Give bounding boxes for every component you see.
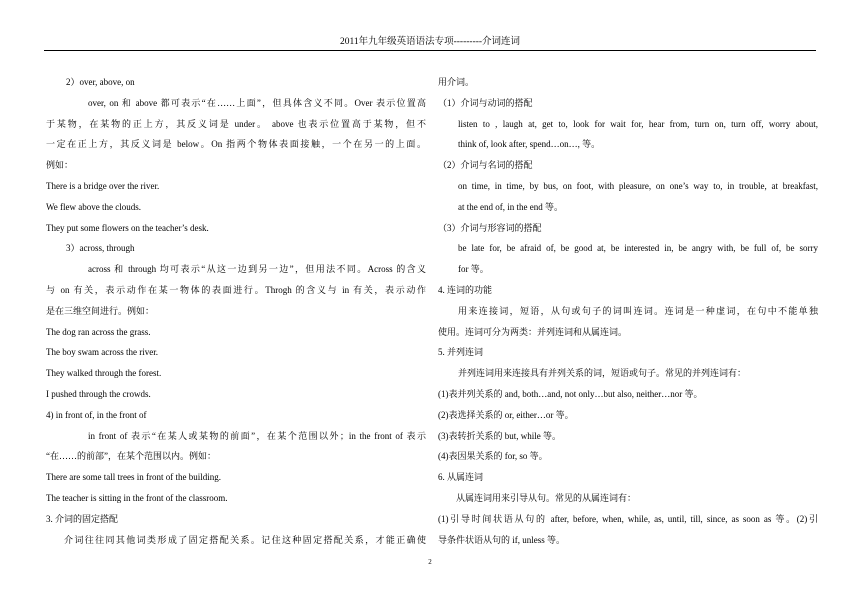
text-line: be late for, be afraid of, be good at, be interested in, be angry with, be full of, be sorry xyxy=(458,243,818,254)
text-line: 5. 并列连词 xyxy=(438,347,484,358)
text-line: at the end of, in the end 等。 xyxy=(458,201,563,212)
text-line: (4)表因果关系的 for, so 等。 xyxy=(438,451,548,462)
text-line: 并列连词用来连接具有并列关系的词，短语或句子。常见的并列连词有： xyxy=(458,368,747,379)
text-line: 于某物，在某物的正上方，其反义词是 under。 above 也表示位置高于某物，但不 xyxy=(46,118,426,129)
text-line: There are some tall trees in front of the building. xyxy=(46,472,221,483)
text-line: 用来连接词，短语，从句或句子的词叫连词。连词是一种虚词，在句中不能单独 xyxy=(458,305,818,316)
text-line: 是在三维空间进行。例如： xyxy=(46,305,155,316)
text-line: I pushed through the crowds. xyxy=(46,388,151,399)
text-line: (3)表转折关系的 but, while 等。 xyxy=(438,430,561,441)
text-line: 介词往往同其他词类形成了固定搭配关系。记住这种固定搭配关系，才能正确使 xyxy=(64,534,426,545)
text-line: 3）across, through xyxy=(66,243,135,254)
text-line: (1)表并列关系的 and, both…and, not only…but also, neither…nor 等。 xyxy=(438,388,703,399)
text-line: They walked through the forest. xyxy=(46,368,162,379)
left-column xyxy=(46,72,426,550)
text-line: 6. 从属连词 xyxy=(438,472,484,483)
text-line: on time, in time, by bus, on foot, with pleasure, on one’s way to, in trouble, at breakfast, xyxy=(458,180,818,191)
text-line: (2)表选择关系的 or, either…or 等。 xyxy=(438,409,574,420)
text-line: 例如： xyxy=(46,160,74,171)
right-column xyxy=(438,72,818,550)
text-line: 4) in front of, in the front of xyxy=(46,409,147,420)
text-line: listen to , laugh at, get to, look for wait for, hear from, turn on, turn off, worry about, xyxy=(458,118,818,129)
text-line: The boy swam across the river. xyxy=(46,347,158,358)
text-line: across 和 through 均可表示“从这一边到另一边”，但用法不同。Across 的含义 xyxy=(88,264,426,275)
text-line: 3. 介词的固定搭配 xyxy=(46,513,119,524)
text-line: (1)引导时间状语从句的 after, before, when, while, as, until, till, since, as soon as 等。(2)引 xyxy=(438,513,818,524)
header-rule xyxy=(44,50,816,51)
text-line: 从属连词用来引导从句。常见的从属连词有： xyxy=(456,492,637,503)
text-line: over, on 和 above 都可表示“在……上面”，但具体含义不同。Over 表示位置高 xyxy=(88,97,426,108)
text-line: 使用。连词可分为两类：并列连词和从属连词。 xyxy=(438,326,628,337)
text-line: think of, look after, spend…on…, 等。 xyxy=(458,139,601,150)
text-line: 4. 连词的功能 xyxy=(438,284,493,295)
text-line: （1）介词与动词的搭配 xyxy=(438,97,533,108)
text-line: （2）介词与名词的搭配 xyxy=(438,160,533,171)
text-line: （3）介词与形容词的搭配 xyxy=(438,222,542,233)
text-line: “在……的前部”，在某个范围以内。例如： xyxy=(46,451,216,462)
text-line: in front of 表示“在某人或某物的前面”，在某个范围以外；in the front of 表示 xyxy=(88,430,426,441)
text-line: 与 on 有关，表示动作在某一物体的表面进行。Throgh 的含义与 in 有关，表示动作 xyxy=(46,284,426,295)
text-line: for 等。 xyxy=(458,264,489,275)
text-line: They put some flowers on the teacher’s desk. xyxy=(46,222,209,233)
text-line: 2）over, above, on xyxy=(66,77,135,87)
text-line: We flew above the clouds. xyxy=(46,201,141,212)
text-line: 一定在正上方，其反义词是 below。On 指两个物体表面接触，一个在另一的上面。 xyxy=(46,139,426,150)
text-line: 导条件状语从句的 if, unless 等。 xyxy=(438,534,565,545)
text-line: There is a bridge over the river. xyxy=(46,180,160,191)
page-header: 2011年九年级英语语法专项---------介词连词 xyxy=(339,37,521,47)
page-number: 2 xyxy=(428,558,432,566)
text-line: 用介词。 xyxy=(438,77,475,87)
text-line: The teacher is sitting in the front of the classroom. xyxy=(46,492,228,503)
text-line: The dog ran across the grass. xyxy=(46,326,151,337)
